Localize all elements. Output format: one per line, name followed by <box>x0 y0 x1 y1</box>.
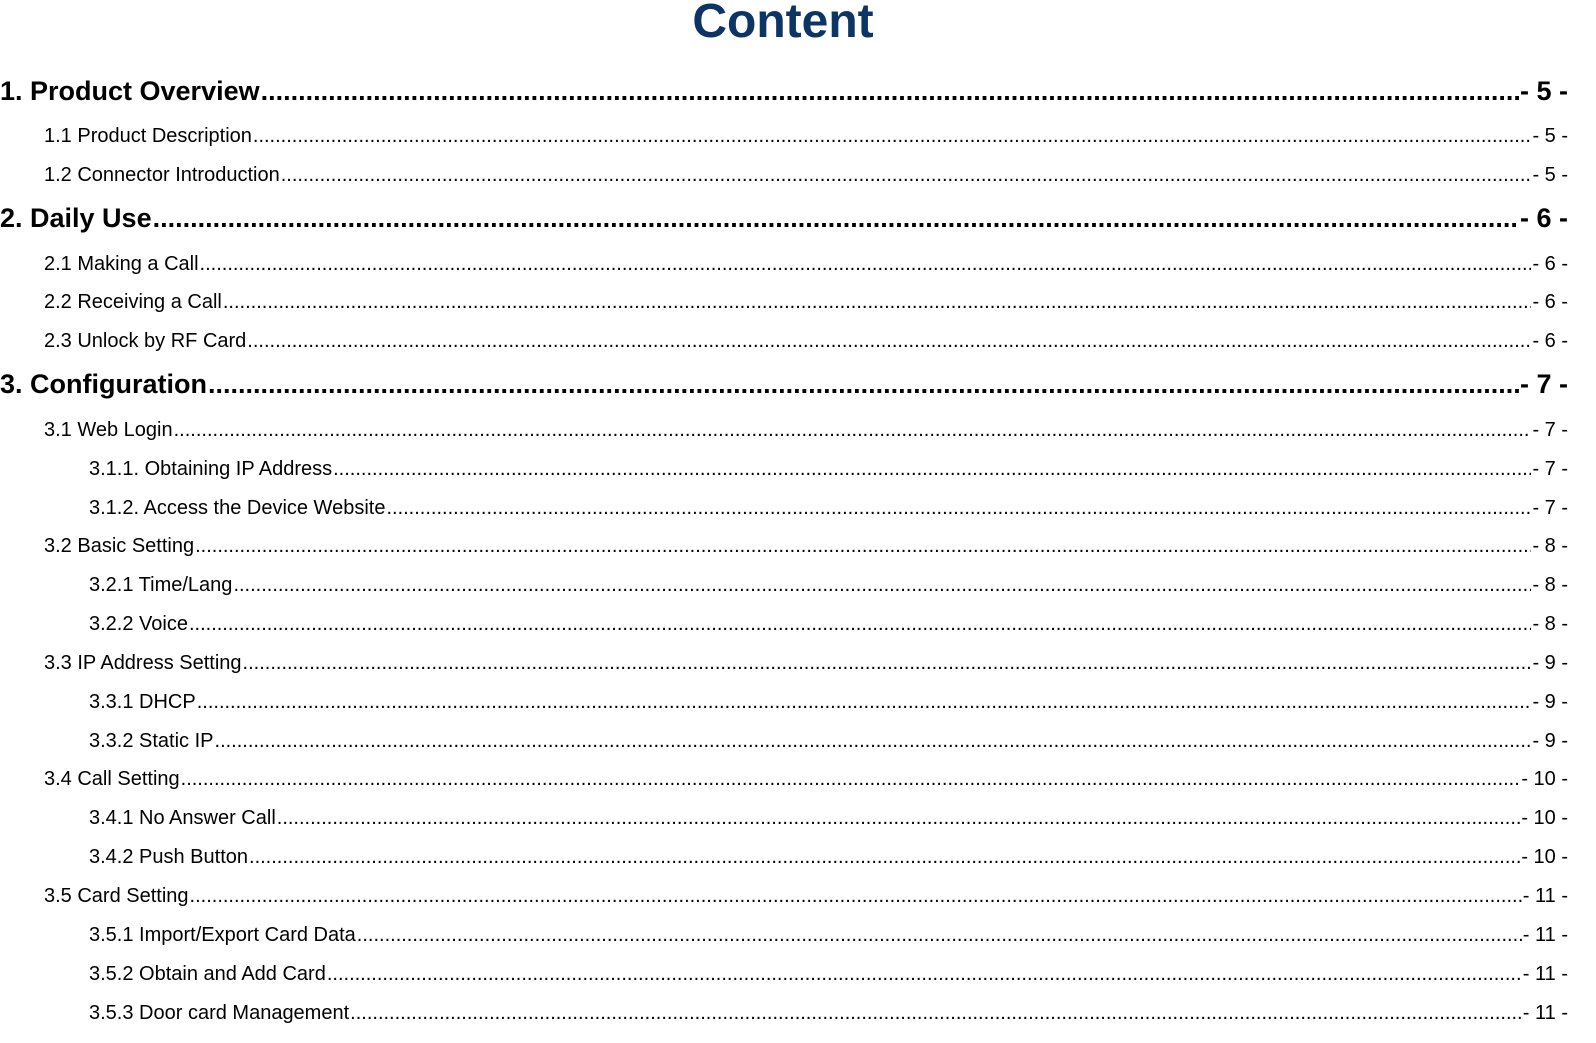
toc-entry-page-number: - 8 - <box>1532 535 1568 557</box>
toc-entry[interactable] <box>89 1000 1568 1026</box>
toc-entry-label: 3.5.1 Import/Export Card Data <box>89 924 356 946</box>
toc-entry-label: 2.1 Making a Call <box>44 253 199 275</box>
toc-entry-page-number: - 5 - <box>1519 76 1568 106</box>
toc-entry-page-number: - 6 - <box>1532 291 1568 313</box>
toc-entry-page-number: - 11 - <box>1522 1002 1568 1024</box>
toc-entry[interactable] <box>44 650 1568 676</box>
toc-dot-leader <box>215 728 1532 754</box>
toc-entry-label: 3.4 Call Setting <box>44 768 180 790</box>
toc-dot-leader <box>357 922 1522 948</box>
toc-entry[interactable] <box>44 883 1568 909</box>
toc-entry-page-number: - 9 - <box>1532 730 1568 752</box>
toc-entry-page-number: - 5 - <box>1532 164 1568 186</box>
toc-entry-label: 3. Configuration <box>0 369 207 399</box>
toc-entry-label: 2.3 Unlock by RF Card <box>44 330 247 352</box>
toc-dot-leader <box>174 417 1532 443</box>
toc-entry-label: 3.4.2 Push Button <box>89 846 249 868</box>
toc-entry[interactable] <box>44 289 1568 315</box>
toc-dot-leader <box>333 456 1531 482</box>
toc-entry[interactable] <box>44 533 1568 559</box>
toc-entry-page-number: - 6 - <box>1532 253 1568 275</box>
toc-entry[interactable] <box>89 961 1568 987</box>
toc-entry-label: 3.1.1. Obtaining IP Address <box>89 458 333 480</box>
toc-dot-leader <box>247 328 1531 354</box>
toc-entry[interactable] <box>0 201 1568 235</box>
toc-entry[interactable] <box>89 805 1568 831</box>
toc-entry-label: 3.2.2 Voice <box>89 613 188 635</box>
toc-entry[interactable] <box>44 162 1568 188</box>
toc-entry-page-number: - 7 - <box>1532 497 1568 519</box>
toc-entry[interactable] <box>89 572 1568 598</box>
toc-dot-leader <box>190 883 1522 909</box>
toc-entry[interactable] <box>89 495 1568 521</box>
toc-entry-page-number: - 5 - <box>1532 125 1568 147</box>
toc-entry-label: 3.3.1 DHCP <box>89 691 196 713</box>
toc-entry-label: 3.1 Web Login <box>44 419 173 441</box>
toc-entry-label: 3.1.2. Access the Device Website <box>89 497 386 519</box>
toc-dot-leader <box>350 1000 1522 1026</box>
toc-entry[interactable] <box>44 328 1568 354</box>
toc-entry-label: 3.3 IP Address Setting <box>44 652 242 674</box>
toc-entry[interactable] <box>89 844 1568 870</box>
toc-entry[interactable] <box>89 456 1568 482</box>
toc-entry-label: 3.3.2 Static IP <box>89 730 214 752</box>
toc-entry[interactable] <box>44 766 1568 792</box>
toc-entry[interactable] <box>44 123 1568 149</box>
toc-dot-leader <box>208 367 1519 401</box>
toc-entry-page-number: - 10 - <box>1521 846 1568 868</box>
toc-entry[interactable] <box>0 367 1568 401</box>
page-title: Content <box>692 0 874 48</box>
toc-dot-leader <box>243 650 1532 676</box>
toc-entry-page-number: - 7 - <box>1519 369 1568 399</box>
toc-dot-leader <box>181 766 1521 792</box>
toc-entry[interactable] <box>89 922 1568 948</box>
toc-entry[interactable] <box>89 728 1568 754</box>
toc-entry-label: 1.2 Connector Introduction <box>44 164 280 186</box>
toc-entry[interactable] <box>44 417 1568 443</box>
toc-entry-page-number: - 11 - <box>1522 924 1568 946</box>
toc-dot-leader <box>327 961 1522 987</box>
toc-dot-leader <box>153 201 1519 235</box>
toc-entry-label: 1.1 Product Description <box>44 125 252 147</box>
toc-dot-leader <box>249 844 1520 870</box>
toc-entry-page-number: - 8 - <box>1532 574 1568 596</box>
toc-entry-label: 1. Product Overview <box>0 76 260 106</box>
toc-entry-page-number: - 9 - <box>1532 691 1568 713</box>
toc-dot-leader <box>195 533 1531 559</box>
toc-dot-leader <box>233 572 1531 598</box>
toc-entry-label: 3.5.2 Obtain and Add Card <box>89 963 326 985</box>
toc-entry[interactable] <box>44 251 1568 277</box>
toc-entry-label: 3.2.1 Time/Lang <box>89 574 233 596</box>
toc-entry-label: 2. Daily Use <box>0 203 152 233</box>
toc-dot-leader <box>197 689 1532 715</box>
toc-entry-page-number: - 11 - <box>1522 885 1568 907</box>
toc-entry-page-number: - 7 - <box>1532 458 1568 480</box>
toc-dot-leader <box>189 611 1531 637</box>
toc-entry-page-number: - 9 - <box>1532 652 1568 674</box>
toc-entry-label: 2.2 Receiving a Call <box>44 291 222 313</box>
toc-dot-leader <box>223 289 1532 315</box>
toc-dot-leader <box>277 805 1521 831</box>
toc-entry-page-number: - 10 - <box>1521 768 1568 790</box>
toc-entry-label: 3.4.1 No Answer Call <box>89 807 276 829</box>
toc-entry-page-number: - 6 - <box>1519 203 1568 233</box>
toc-dot-leader <box>200 251 1532 277</box>
toc-entry-page-number: - 11 - <box>1522 963 1568 985</box>
toc-entry-page-number: - 6 - <box>1532 330 1568 352</box>
toc-dot-leader <box>386 495 1531 521</box>
toc-dot-leader <box>261 74 1519 108</box>
toc-dot-leader <box>253 123 1532 149</box>
toc-entry-label: 3.2 Basic Setting <box>44 535 195 557</box>
toc-entry-page-number: - 10 - <box>1521 807 1568 829</box>
toc-entry[interactable] <box>89 611 1568 637</box>
toc-entry-page-number: - 8 - <box>1532 613 1568 635</box>
toc-entry-label: 3.5 Card Setting <box>44 885 189 907</box>
toc-entry-page-number: - 7 - <box>1532 419 1568 441</box>
toc-entry-label: 3.5.3 Door card Management <box>89 1002 350 1024</box>
toc-entry[interactable] <box>89 689 1568 715</box>
toc-dot-leader <box>281 162 1532 188</box>
toc-entry[interactable] <box>0 74 1568 108</box>
